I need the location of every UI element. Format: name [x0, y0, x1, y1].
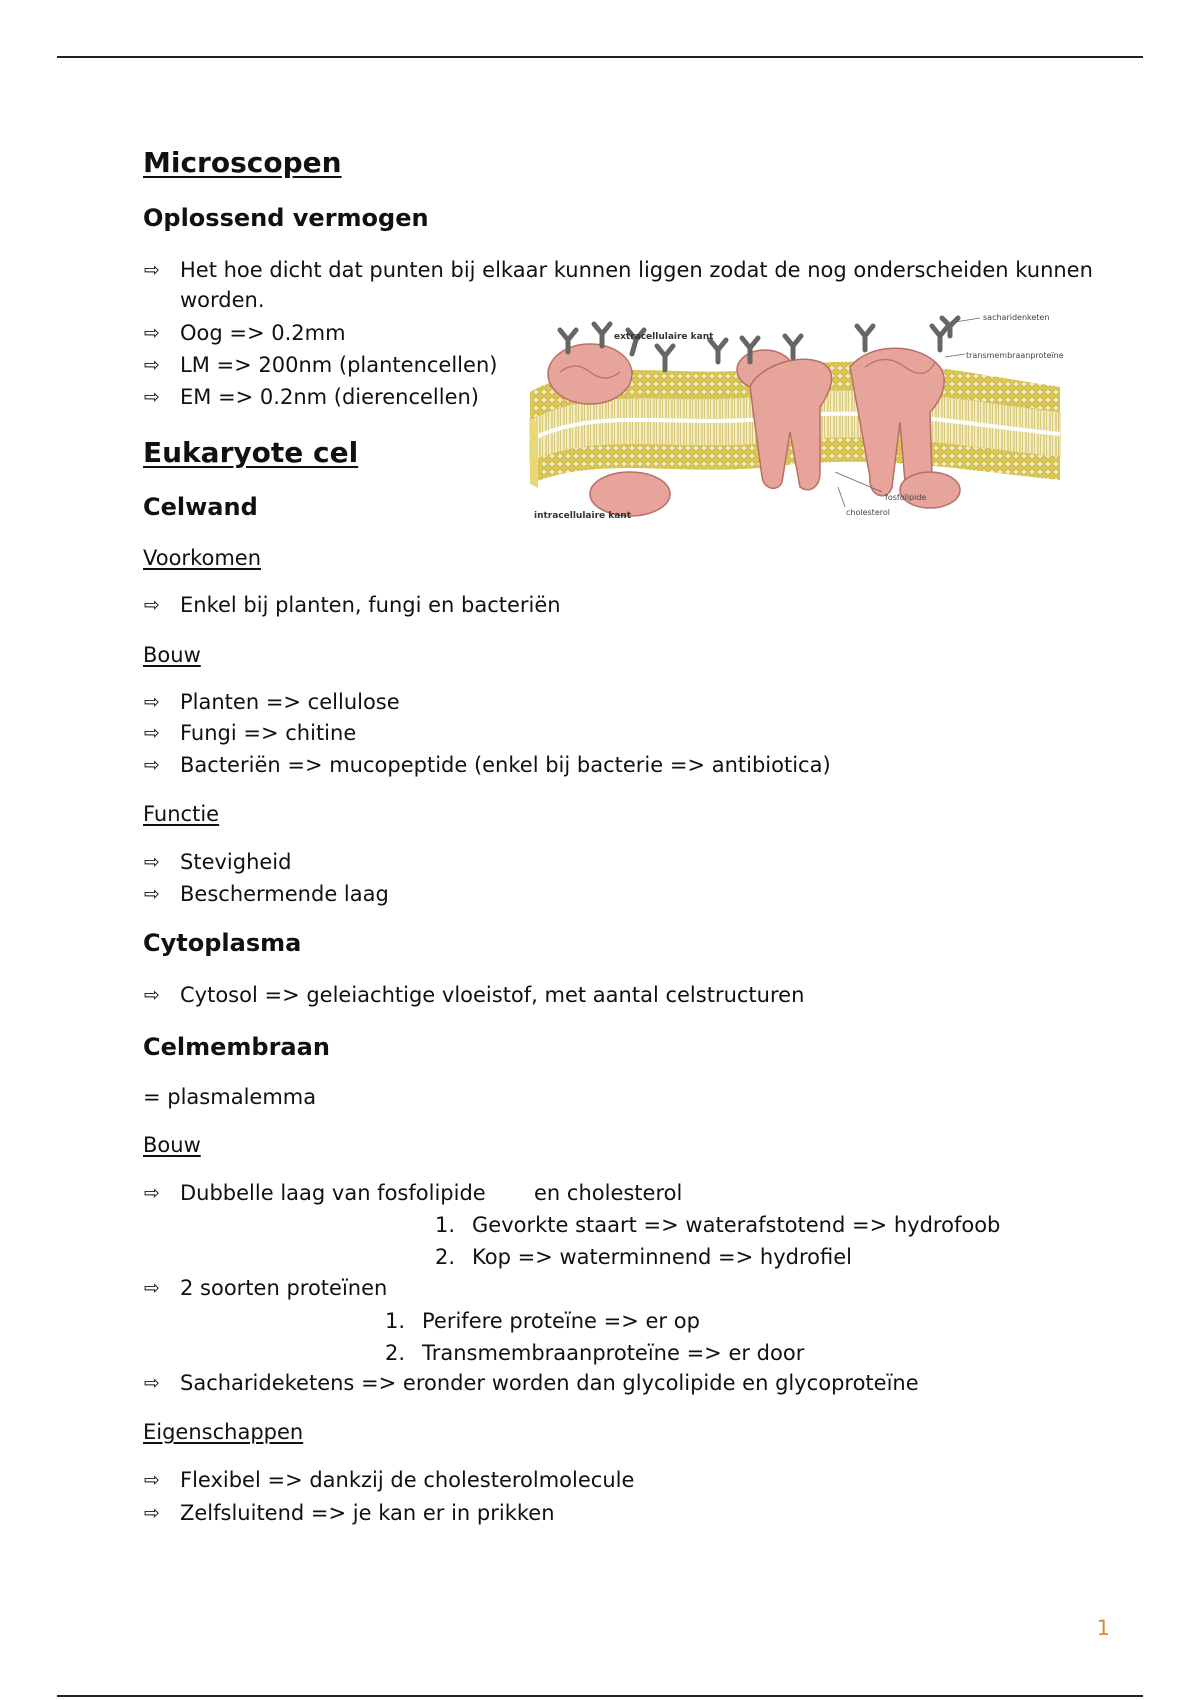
- heading-celwand: Celwand: [143, 493, 258, 521]
- label-extracellular: extracellulaire kant: [614, 332, 714, 342]
- list-item: worden.: [180, 288, 265, 312]
- cell-membrane-figure: [520, 312, 1095, 557]
- label-cholesterol: cholesterol: [846, 508, 890, 517]
- list-item: Stevigheid: [180, 850, 292, 874]
- arrow-bullet-icon: ⇨: [144, 322, 160, 344]
- arrow-bullet-icon: ⇨: [144, 691, 160, 713]
- list-item: Zelfsluitend => je kan er in prikken: [180, 1501, 555, 1525]
- heading-eukaryote-cel: Eukaryote cel: [143, 436, 359, 469]
- list-item-continuation: en cholesterol: [534, 1181, 683, 1205]
- arrow-bullet-icon: ⇨: [144, 386, 160, 408]
- arrow-bullet-icon: ⇨: [144, 722, 160, 744]
- arrow-bullet-icon: ⇨: [144, 594, 160, 616]
- list-item: Beschermende laag: [180, 882, 389, 906]
- heading-microscopen: Microscopen: [143, 146, 342, 179]
- list-item: Enkel bij planten, fungi en bacteriën: [180, 593, 561, 617]
- numbered-marker: 2.: [435, 1245, 456, 1269]
- list-item: Cytosol => geleiachtige vloeistof, met aantal celstructuren: [180, 983, 805, 1007]
- synonym-text: = plasmalemma: [143, 1085, 317, 1109]
- subheading-bouw: Bouw: [143, 643, 201, 667]
- arrow-bullet-icon: ⇨: [144, 1372, 160, 1394]
- arrow-bullet-icon: ⇨: [144, 354, 160, 376]
- list-item: 2 soorten proteïnen: [180, 1276, 388, 1300]
- arrow-bullet-icon: ⇨: [144, 984, 160, 1006]
- list-item: Planten => cellulose: [180, 690, 400, 714]
- arrow-bullet-icon: ⇨: [144, 1277, 160, 1299]
- arrow-bullet-icon: ⇨: [144, 1469, 160, 1491]
- numbered-marker: 1.: [385, 1309, 406, 1333]
- list-item: Het hoe dicht dat punten bij elkaar kunnen liggen zodat de nog onderscheiden kunnen: [180, 258, 1093, 282]
- list-item: Bacteriën => mucopeptide (enkel bij bacterie => antibiotica): [180, 753, 831, 777]
- numbered-item: Kop => waterminnend => hydrofiel: [472, 1245, 852, 1269]
- numbered-item: Gevorkte staart => waterafstotend => hydrofoob: [472, 1213, 1001, 1237]
- arrow-bullet-icon: ⇨: [144, 883, 160, 905]
- arrow-bullet-icon: ⇨: [144, 851, 160, 873]
- list-item: Fungi => chitine: [180, 721, 357, 745]
- list-item: Sacharideketens => eronder worden dan glycolipide en glycoproteïne: [180, 1371, 919, 1395]
- arrow-bullet-icon: ⇨: [144, 1502, 160, 1524]
- list-item: EM => 0.2nm (dierencellen): [180, 385, 480, 409]
- label-phospholipid: fosfolipide: [885, 493, 927, 502]
- numbered-item: Perifere proteïne => er op: [422, 1309, 700, 1333]
- label-saccharide: sacharidenketen: [983, 313, 1050, 322]
- arrow-bullet-icon: ⇨: [144, 1182, 160, 1204]
- list-item: Oog => 0.2mm: [180, 321, 346, 345]
- subheading-functie: Functie: [143, 802, 220, 826]
- numbered-marker: 1.: [435, 1213, 456, 1237]
- subheading-eigenschappen: Eigenschappen: [143, 1420, 304, 1444]
- arrow-bullet-icon: ⇨: [144, 259, 160, 281]
- footer-rule: [57, 1695, 1143, 1697]
- numbered-marker: 2.: [385, 1341, 406, 1365]
- header-rule: [57, 56, 1143, 58]
- heading-cytoplasma: Cytoplasma: [143, 929, 302, 957]
- numbered-item: Transmembraanproteïne => er door: [422, 1341, 805, 1365]
- list-item: Dubbelle laag van fosfolipide: [180, 1181, 486, 1205]
- subheading-bouw-membraan: Bouw: [143, 1133, 201, 1157]
- page-number: 1: [1096, 1616, 1110, 1640]
- label-transmembrane: transmembraanproteïne: [966, 351, 1064, 360]
- list-item: LM => 200nm (plantencellen): [180, 353, 498, 377]
- subheading-voorkomen: Voorkomen: [143, 546, 262, 570]
- arrow-bullet-icon: ⇨: [144, 754, 160, 776]
- label-intracellular: intracellulaire kant: [534, 511, 632, 521]
- list-item: Flexibel => dankzij de cholesterolmolecule: [180, 1468, 635, 1492]
- heading-celmembraan: Celmembraan: [143, 1033, 330, 1061]
- heading-oplossend-vermogen: Oplossend vermogen: [143, 204, 429, 232]
